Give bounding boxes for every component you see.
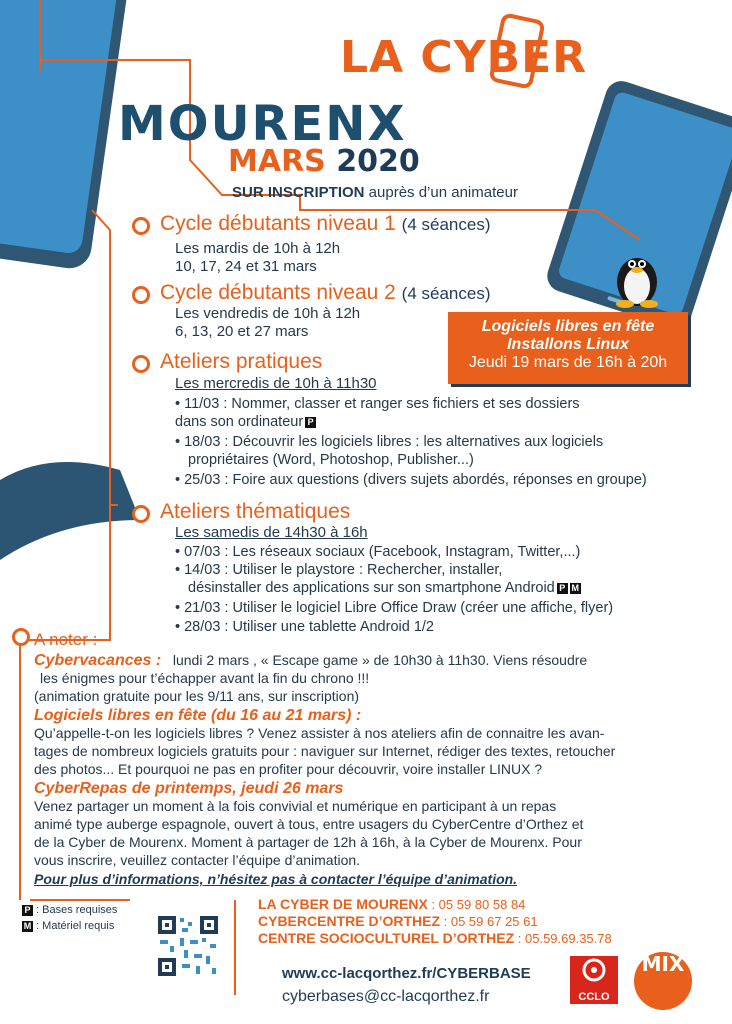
info-line: Pour plus d’informations, n’hésitez pas à contacter l’équipe d’animation.: [34, 871, 518, 887]
legend-m: [20, 920, 114, 932]
month-label: MARS: [228, 144, 326, 179]
badge-m: M: [23, 920, 32, 931]
promo-box: [448, 312, 688, 384]
cycle2-title-text: Cycle débutants niveau 2: [160, 281, 396, 304]
cybervacances-line3: (animation gratuite pour les 9/11 ans, sur inscription): [34, 688, 360, 704]
contact-line: [258, 913, 538, 930]
pratiques-item: • 11/03 : Nommer, classer et ranger ses fichiers et ses dossiers: [175, 396, 580, 412]
bullet-dot: [132, 505, 150, 523]
inscription-note: [232, 184, 518, 201]
cybervacances-text: lundi 2 mars , « Escape game » de 10h30 à 11h30. Viens résoudre: [172, 652, 588, 668]
contact-phone: : 05 59 80 58 84: [427, 897, 526, 912]
cycle1-title: [160, 212, 491, 236]
cycle1-title-text: Cycle débutants niveau 1: [160, 212, 396, 235]
badge-p: P: [557, 583, 568, 594]
thematiques-item: • 14/03 : Utiliser le playstore : Rechercher, installer,: [175, 562, 503, 578]
bullet-dot: [132, 355, 150, 373]
libres-line1: Qu’appelle-t-on les logiciels libres ? Venez assister à nos ateliers afin de connaitre les avan-: [34, 725, 605, 741]
pratiques-title: Ateliers pratiques: [160, 350, 323, 373]
pratiques-item: propriétaires (Word, Photoshop, Publisher...): [188, 452, 474, 468]
website-link[interactable]: www.cc-lacqorthez.fr/CYBERBASE: [282, 965, 531, 982]
contact-phone: : 05.59.69.35.78: [514, 931, 612, 946]
cycle1-line1: Les mardis de 10h à 12h: [175, 240, 341, 257]
cycle2-line1: Les vendredis de 10h à 12h: [175, 305, 361, 322]
promo-line3: Jeudi 19 mars de 16h à 20h: [468, 354, 668, 371]
repas-title: CyberRepas de printemps, jeudi 26 mars: [34, 780, 344, 797]
contact-name: CYBERCENTRE D’ORTHEZ: [258, 913, 441, 929]
repas-line1: Venez partager un moment à la fois convivial et numérique en participant à un repas: [34, 798, 557, 814]
thematiques-item: [188, 579, 581, 597]
legend-p-text: : Bases requises: [36, 904, 118, 916]
cybervacances-title: Cybervacances :: [34, 652, 162, 669]
cclo-logo: [570, 956, 618, 1004]
thematiques-item: • 28/03 : Utiliser une tablette Android 1/2: [175, 619, 434, 635]
bullet-dot: [132, 286, 150, 304]
thematiques-item: • 21/03 : Utiliser le logiciel Libre Office Draw (créer une affiche, flyer): [175, 600, 614, 616]
cycle2-line2: 6, 13, 20 et 27 mars: [175, 323, 309, 340]
mix-logo-text: MIX: [641, 952, 685, 976]
date-title: [228, 144, 420, 179]
cclo-logo-mark: [570, 956, 618, 986]
bullet-dot: [132, 217, 150, 235]
arc-shape: [0, 462, 140, 560]
mix-logo: [634, 952, 692, 1010]
badge-m: M: [571, 582, 579, 593]
brand-title: LA CYBER: [340, 32, 588, 83]
contact-line: [258, 896, 525, 913]
contact-line: [258, 930, 612, 947]
cybervacances-line2: les énigmes pour t’échapper avant la fin du chrono !!!: [40, 670, 370, 686]
linux-penguin-icon: [612, 248, 662, 308]
thematiques-title: Ateliers thématiques: [160, 500, 351, 523]
cycle2-title: [160, 281, 491, 305]
cybervacances-line1: [34, 652, 587, 670]
promo-line1: Logiciels libres en fête: [481, 318, 655, 335]
thematiques-item: • 07/03 : Les réseaux sociaux (Facebook, Instagram, Twitter,...): [175, 544, 581, 560]
qr-code: [156, 914, 220, 978]
cycle1-note: (4 séances): [401, 215, 491, 234]
year-label: 2020: [336, 144, 420, 179]
legend-p: [20, 904, 117, 916]
contact-phone: : 05 59 67 25 61: [440, 914, 538, 929]
inscription-bold: SUR INSCRIPTION: [232, 184, 365, 201]
notes-title: A noter :: [34, 630, 98, 649]
email-link[interactable]: cyberbases@cc-lacqorthez.fr: [282, 988, 490, 1005]
libres-line2: tages de nombreux logiciels gratuits pour : naviguer sur Internet, rédiger des textes, retoucher: [34, 743, 616, 759]
inscription-rest: auprès d’un animateur: [364, 184, 518, 201]
legend-m-text: : Matériel requis: [36, 920, 115, 932]
cycle2-note: (4 séances): [401, 284, 491, 303]
repas-line3: de la Cyber de Mourenx. Moment à partager de 12h à 16h, à la Cyber de Mourenx. Pour: [34, 834, 582, 850]
pratiques-item-text: dans son ordinateur: [175, 414, 304, 430]
promo-line2: Installons Linux: [507, 336, 629, 353]
repas-line2: animé type auberge espagnole, ouvert à tous, entre usagers du CyberCentre d’Orthez et: [34, 816, 584, 832]
cycle1-line2: 10, 17, 24 et 31 mars: [175, 258, 317, 275]
badge-p: P: [22, 905, 33, 916]
thematiques-item-text: désinstaller des applications sur son smartphone Android: [188, 580, 555, 596]
thematiques-schedule: Les samedis de 14h30 à 16h: [175, 524, 368, 541]
repas-line4: vous inscrire, veuillez contacter l’équipe d’animation.: [34, 852, 361, 868]
pratiques-schedule: Les mercredis de 10h à 11h30: [175, 375, 377, 392]
bullet-dot: [12, 628, 30, 646]
libres-line3: des photos... Et pourquoi ne pas en profiter pour découvrir, voire installer LINUX ?: [34, 761, 543, 777]
contact-name: LA CYBER DE MOURENX: [258, 896, 428, 912]
cclo-logo-text: CCLO: [578, 991, 610, 1003]
pratiques-item: • 18/03 : Découvrir les logiciels libres : les alternatives aux logiciels: [175, 434, 604, 450]
pratiques-item: [175, 413, 316, 431]
badge-p: P: [305, 417, 316, 428]
city-title: MOURENX: [118, 96, 407, 152]
pratiques-item: • 25/03 : Foire aux questions (divers sujets abordés, réponses en groupe): [175, 472, 647, 488]
contact-name: CENTRE SOCIOCULTUREL D’ORTHEZ: [258, 930, 515, 946]
libres-title: Logiciels libres en fête (du 16 au 21 mars) :: [34, 707, 362, 724]
